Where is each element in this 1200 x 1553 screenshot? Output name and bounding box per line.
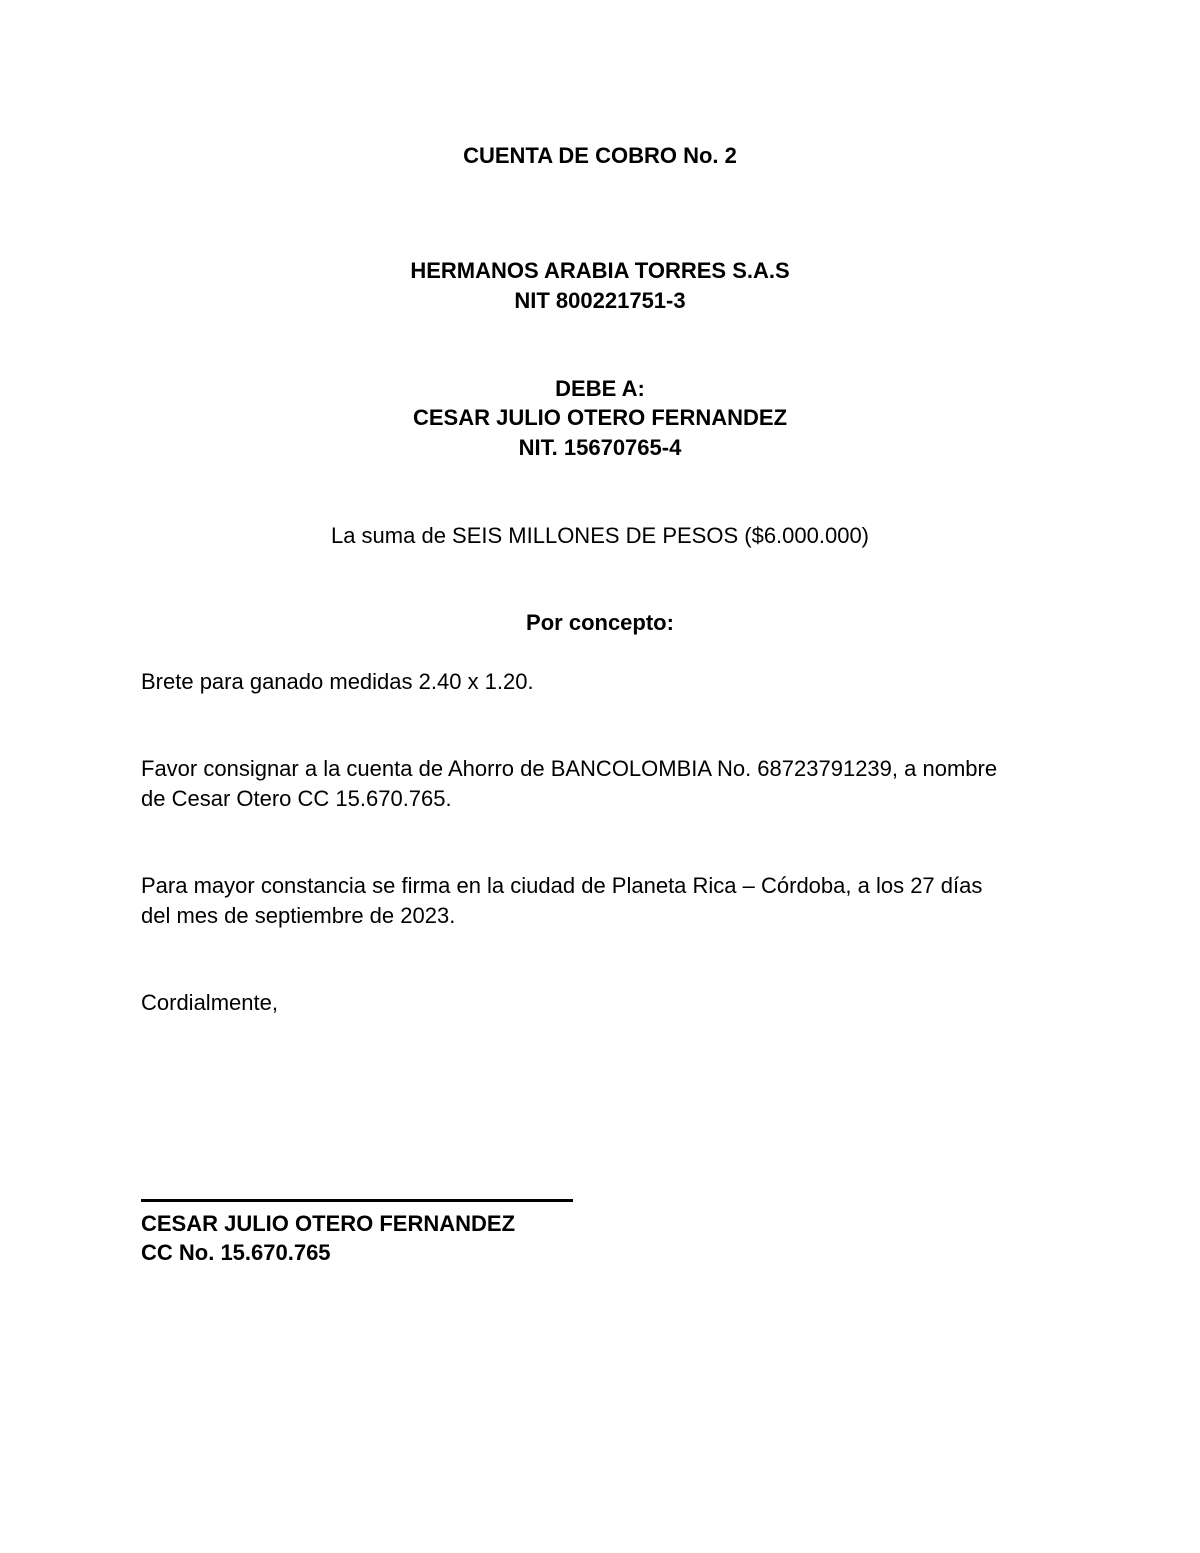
salutation: Cordialmente, [141, 990, 278, 1015]
creditor-nit: NIT. 15670765-4 [518, 435, 682, 460]
payment-instructions-line-1: Favor consignar a la cuenta de Ahorro de BANCOLOMBIA No. 68723791239, a nombre [141, 756, 998, 781]
closing-statement-line-2: del mes de septiembre de 2023. [141, 903, 456, 928]
amount-text: La suma de SEIS MILLONES DE PESOS ($6.000.000) [330, 523, 870, 548]
signature-name: CESAR JULIO OTERO FERNANDEZ [141, 1211, 516, 1236]
concept-heading: Por concepto: [526, 610, 674, 635]
document-title: CUENTA DE COBRO No. 2 [463, 143, 737, 168]
signature-line [141, 1199, 573, 1202]
signature-id: CC No. 15.670.765 [141, 1240, 331, 1265]
creditor-label: DEBE A: [555, 376, 645, 401]
creditor-name: CESAR JULIO OTERO FERNANDEZ [412, 405, 788, 430]
debtor-name: HERMANOS ARABIA TORRES S.A.S [410, 258, 790, 283]
debtor-nit: NIT 800221751-3 [514, 288, 686, 313]
payment-instructions-line-2: de Cesar Otero CC 15.670.765. [141, 786, 452, 811]
concept-text: Brete para ganado medidas 2.40 x 1.20. [141, 669, 534, 694]
closing-statement-line-1: Para mayor constancia se firma en la ciudad de Planeta Rica – Córdoba, a los 27 días [141, 873, 983, 898]
